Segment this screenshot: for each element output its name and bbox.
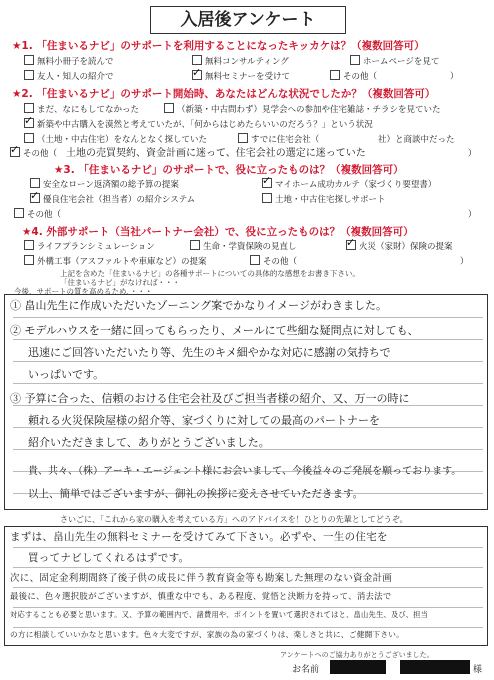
name-label: お名前 — [292, 665, 320, 675]
notice-line-3: 今後、サポートの質を高めるため、・・・ — [14, 287, 153, 296]
comment-line: 紹介いただきまして、ありがとうございました。 — [28, 436, 270, 449]
comment-line: いっぱいです。 — [28, 368, 105, 381]
q4-other-close: ） — [460, 257, 469, 267]
comment-line: 以上、簡単ではございますが、御礼の挨拶に変えさせていただきます。 — [28, 488, 364, 500]
q3-option-1[interactable]: 安全なローン返済額の総予算の提案 — [30, 178, 179, 190]
q4-heading: ★4. 外部サポート（当社パートナー会社）で、役に立ったものは？（複数回答可） — [22, 226, 414, 238]
q1-option-2[interactable]: 無料コンサルティング — [192, 55, 289, 67]
q2-option-other[interactable]: ✓その他（ — [10, 147, 57, 159]
redacted-name-box — [400, 660, 470, 674]
q3-heading: ★3. 「住まいるナビ」のサポートで、役に立ったものは？（複数回答可） — [54, 164, 404, 176]
checkbox-icon — [24, 255, 34, 265]
q3-option-4[interactable]: 土地・中古住宅探しサポート — [262, 193, 386, 205]
notice-line-2: 「住まいるナビ」がなければ・・・ — [60, 278, 180, 287]
checkbox-icon — [24, 133, 34, 143]
advice-panel — [4, 526, 488, 646]
q1-option-3[interactable]: ホームページを見て — [350, 55, 439, 67]
advice-heading: さいごに、「これから家の購入を考えている方」へのアドバイスを！ひとりの先輩としてどうぞ。 — [60, 515, 408, 524]
checked-checkbox-icon — [24, 118, 34, 128]
q1-option-4[interactable]: 友人・知人の紹介で — [24, 70, 114, 82]
comment-line: ② モデルハウスを一緒に回ってもらったり、メールにて些細な疑問点に対しても、 — [10, 324, 419, 337]
comment-line: ③ 予算に合った、信頼のおける住宅会社及びご担当者様の紹介、又、万一の時に — [10, 392, 410, 405]
comment-line: ① 畠山先生に作成いただいたゾーニング案でかなりイメージがわきました。 — [10, 299, 387, 312]
checkbox-icon — [164, 103, 174, 113]
q4-option-2[interactable]: 生命・学資保険の見直し — [190, 240, 297, 252]
notice-line-1: 上記を含めた「住まいるナビ」の各種サポートについての具体的な感想をお書き下さい。 — [60, 269, 360, 278]
advice-line: の方に相談していいかなと思います。色々大変ですが、家族の為の家づくりは、楽しさと共に、ご健闘下さい。 — [10, 630, 405, 639]
page-title: 入居後アンケート — [150, 6, 346, 34]
q4-option-other[interactable]: その他（ — [250, 255, 297, 267]
checkbox-icon — [330, 70, 340, 80]
q2-option-2[interactable]: （新築・中古問わず）見学会への参加や住宅雑誌・チラシを見ていた — [164, 103, 441, 115]
checked-checkbox-icon — [30, 193, 40, 203]
checkbox-icon — [24, 70, 34, 80]
q1-option-1[interactable]: 無料小冊子を読んで — [24, 55, 114, 67]
advice-line: 対応することも必要と思います。又、予算の範囲内で、諸費用や、ポイントを置いて選択されてはと、畠山先生、及び、担当 — [10, 610, 429, 619]
checked-checkbox-icon — [192, 70, 202, 80]
checked-checkbox-icon — [346, 240, 356, 250]
q2-option-5-suffix: 社）と商談中だった — [378, 135, 455, 145]
comment-line: 貴、共々、（株）アーキ・エージェント様にお会いまして、今後益々のご発展を願っております。 — [28, 466, 462, 477]
redacted-name-box — [330, 660, 386, 674]
checked-checkbox-icon — [262, 178, 272, 188]
q3-other-close: ） — [468, 210, 477, 220]
q3-option-other[interactable]: その他（ — [14, 208, 61, 220]
advice-line: まずは、畠山先生の無料セミナーを受けてみて下さい。必ずや、一生の住宅を — [10, 531, 388, 543]
checked-checkbox-icon — [10, 147, 20, 157]
q2-other-close: ） — [468, 149, 477, 159]
advice-line: 買ってナビしてくれるはずです。 — [28, 552, 190, 564]
q1-other-close: ） — [450, 72, 459, 82]
q4-option-3[interactable]: ✓ 火災（家財）保険の提案 — [346, 240, 453, 252]
checkbox-icon — [262, 193, 272, 203]
q1-option-other[interactable]: その他（ — [330, 70, 377, 82]
name-suffix: 様 — [473, 665, 483, 675]
footer-thanks: アンケートへのご協力ありがとうございました。 — [280, 651, 434, 659]
checkbox-icon — [24, 103, 34, 113]
q2-option-1[interactable]: まだ、なにもしてなかった — [24, 103, 139, 115]
q2-option-5[interactable]: すでに住宅会社（ — [238, 133, 319, 145]
q1-heading: ★1. 「住まいるナビ」のサポートを利用することになったキッカケは？（複数回答可） — [12, 40, 425, 52]
checkbox-icon — [350, 55, 360, 65]
q3-option-3[interactable]: ✓優良住宅会社（担当者）の紹介システム — [30, 193, 195, 205]
checkbox-icon — [250, 255, 260, 265]
q3-option-2[interactable]: ✓ マイホーム成功カルテ（家づくり要望書） — [262, 178, 436, 190]
advice-line: 最後に、色々選択肢がございますが、慎重な中でも、ある程度、覚悟と決断力を持って、消去法で — [10, 591, 392, 601]
checkbox-icon — [24, 55, 34, 65]
q2-option-4[interactable]: （土地・中古住宅）をなんとなく探していた — [24, 133, 207, 145]
q2-heading: ★2. 「住まいるナビ」のサポート開始時、あなたはどんな状況でしたか？（複数回答可） — [12, 88, 436, 100]
checkbox-icon — [30, 178, 40, 188]
advice-line: 次に、固定金利期間終了後子供の成長に伴う教育資金等も勘案した無理のない資金計画 — [10, 573, 393, 584]
q1-option-5[interactable]: ✓ 無料セミナーを受けて — [192, 70, 290, 82]
q2-option-3[interactable]: ✓新築や中古購入を漠然と考えていたが、「何からはじめたらいいのだろう？」という状況 — [24, 118, 373, 130]
comment-line: 頼れる火災保険屋様の紹介等、家づくりに対しての最高のパートナーを — [28, 414, 380, 427]
checkbox-icon — [14, 208, 24, 218]
checkbox-icon — [190, 240, 200, 250]
q2-other-handwritten-answer[interactable]: 土地の売買契約、資金計画に迷って、住宅会社の選定に迷っていた — [66, 148, 366, 159]
q4-option-4[interactable]: 外構工事（アスファルトや車庫など）の提案 — [24, 255, 207, 267]
q4-option-1[interactable]: ライフプランシミュレーション — [24, 240, 155, 252]
checkbox-icon — [24, 240, 34, 250]
checkbox-icon — [238, 133, 248, 143]
comment-line: 迅速にご回答いただいたり等、先生のキメ細やかな対応に感謝の気持ちで — [28, 346, 391, 359]
checkbox-icon — [192, 55, 202, 65]
